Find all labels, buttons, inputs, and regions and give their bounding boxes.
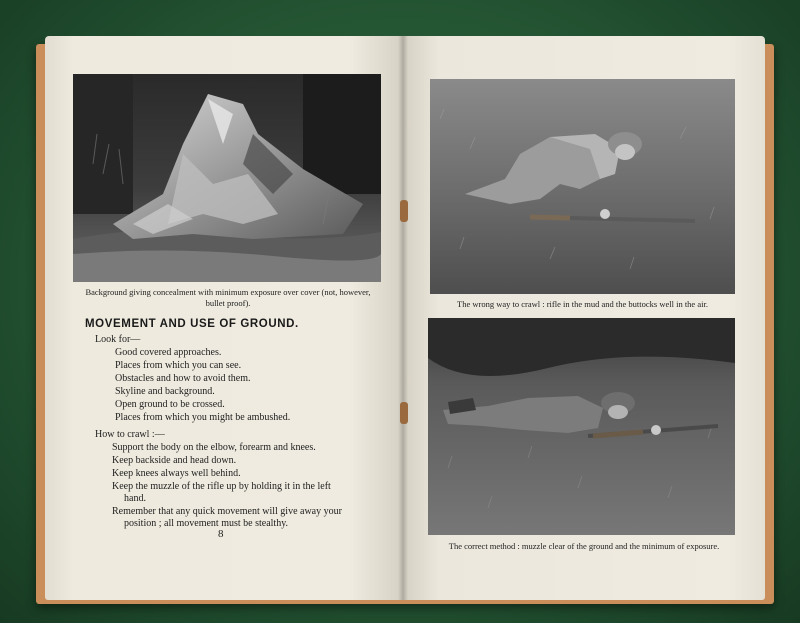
crawl-item: position ; all movement must be stealthy. <box>124 518 289 529</box>
crawl-item: Keep knees always well behind. <box>112 468 241 479</box>
correct-crawl-caption: The correct method : muzzle clear of the ground and the minimum of exposure. <box>448 541 720 551</box>
correct-crawl-photo <box>428 318 735 535</box>
staple-bottom <box>400 402 408 424</box>
wrong-crawl-photo <box>430 79 735 294</box>
crawl-item: Keep backside and head down. <box>112 455 237 466</box>
crawl-item: hand. <box>124 493 146 504</box>
look-for-item: Skyline and background. <box>115 386 215 397</box>
wrong-crawl-caption: The wrong way to crawl : rifle in the mud and the buttocks well in the air. <box>457 299 708 309</box>
look-for-item: Good covered approaches. <box>115 347 222 358</box>
look-for-label: Look for— <box>95 334 141 345</box>
page-gutter <box>398 36 408 600</box>
page-number: 8 <box>218 528 224 540</box>
tree-stump-photo <box>73 74 381 282</box>
crawl-item: Keep the muzzle of the rifle up by holding it in the left <box>112 481 331 492</box>
tree-stump-caption: Background giving concealment with minimum exposure over cover (not, however, bullet proof). <box>85 287 371 308</box>
section-heading: MOVEMENT AND USE OF GROUND. <box>85 318 299 330</box>
look-for-item: Places from which you can see. <box>115 360 242 371</box>
look-for-item: Places from which you might be ambushed. <box>115 412 291 423</box>
look-for-item: Obstacles and how to avoid them. <box>115 373 251 384</box>
how-to-crawl-label: How to crawl :— <box>95 429 165 440</box>
crawl-item: Support the body on the elbow, forearm and knees. <box>112 442 316 453</box>
crawl-item: Remember that any quick movement will give away your <box>112 506 342 517</box>
look-for-item: Open ground to be crossed. <box>115 399 225 410</box>
staple-top <box>400 200 408 222</box>
